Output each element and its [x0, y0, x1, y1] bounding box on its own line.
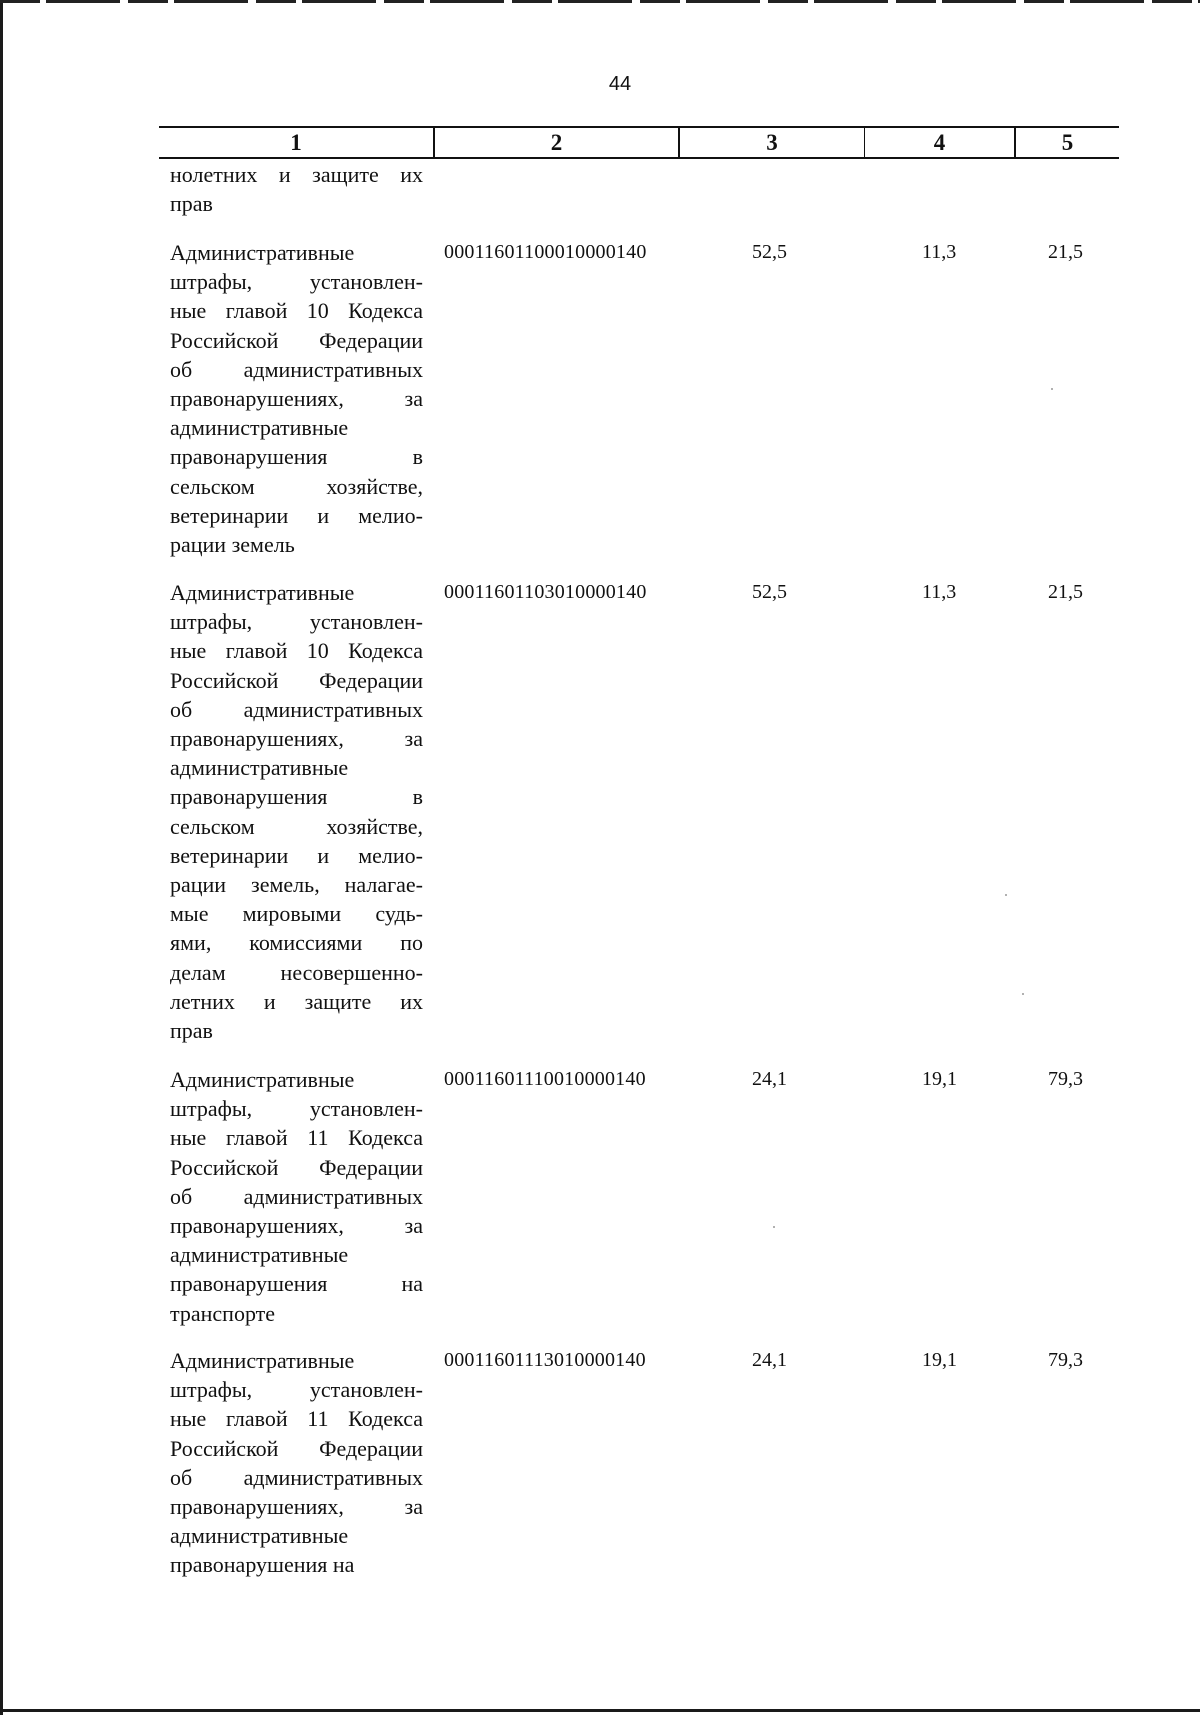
row-description [170, 238, 423, 559]
row-value-col-5: 21,5 [1048, 581, 1083, 603]
row-value-col-5: 79,3 [1048, 1068, 1083, 1090]
scan-speck [773, 1226, 775, 1228]
description-line: штрафы, установлен- [170, 609, 423, 635]
description-line: ями, комиссиями по [170, 930, 423, 956]
row-description [170, 1065, 423, 1328]
description-line: Административные [170, 1067, 355, 1092]
description-line: рации земель, налагае- [170, 872, 423, 898]
scan-speck [1051, 388, 1053, 390]
description-line: Российской Федерации [170, 1154, 423, 1180]
row-code: 00011601110010000140 [444, 1068, 646, 1090]
description-line: правонарушениях, за [170, 386, 423, 412]
header-col-2: 2 [433, 128, 678, 157]
header-col-5: 5 [1014, 128, 1119, 157]
row-value-col-3: 24,1 [752, 1349, 787, 1371]
description-line: прав [170, 1018, 213, 1044]
description-line: административные [170, 415, 349, 441]
description-line: рации земель [170, 532, 295, 558]
row-value-col-4: 19,1 [922, 1068, 957, 1090]
description-line: административные [170, 1523, 349, 1549]
description-line: сельском хозяйстве, [170, 813, 423, 839]
description-line: об административных [170, 1183, 423, 1209]
description-line: нолетних и защите их [170, 162, 423, 187]
scan-speck [1005, 894, 1007, 896]
description-line: об административных [170, 1464, 423, 1490]
description-line: правонарушения на [170, 1271, 423, 1297]
description-line: об административных [170, 696, 423, 722]
description-line: делам несовершенно- [170, 959, 423, 985]
description-line: Российской Федерации [170, 667, 423, 693]
row-value-col-4: 11,3 [922, 581, 957, 603]
description-line: ветеринарии и мелио- [170, 502, 423, 528]
description-line: административные [170, 1242, 349, 1268]
description-line: Российской Федерации [170, 327, 423, 353]
description-line: ные главой 11 Кодекса [170, 1125, 423, 1151]
description-line: об административных [170, 356, 423, 382]
scan-edge-bottom [0, 1709, 1200, 1712]
row-value-col-3: 52,5 [752, 241, 787, 263]
scan-edge-left [0, 0, 3, 1715]
description-line: правонарушения в [170, 444, 423, 470]
description-line: ные главой 11 Кодекса [170, 1406, 423, 1432]
description-line: правонарушения на [170, 1552, 355, 1578]
description-line: сельском хозяйстве, [170, 473, 423, 499]
row-value-col-5: 79,3 [1048, 1349, 1083, 1371]
description-line: штрафы, установлен- [170, 269, 423, 295]
row-value-col-3: 24,1 [752, 1068, 787, 1090]
description-line: штрафы, установлен- [170, 1096, 423, 1122]
description-line: ные главой 10 Кодекса [170, 638, 423, 664]
header-col-4: 4 [864, 128, 1014, 157]
description-line: прав [170, 191, 213, 217]
row-code: 00011601113010000140 [444, 1349, 646, 1371]
row-description [170, 578, 423, 1045]
description-line: транспорте [170, 1300, 276, 1326]
scan-edge-top [0, 0, 1200, 3]
row-value-col-3: 52,5 [752, 581, 787, 603]
description-line: правонарушения в [170, 784, 423, 810]
table-header [159, 126, 1119, 159]
page-number: 44 [608, 73, 632, 95]
row-value-col-4: 19,1 [922, 1349, 957, 1371]
description-line: Административные [170, 1348, 355, 1373]
description-line: Административные [170, 580, 355, 605]
description-line: ные главой 10 Кодекса [170, 298, 423, 324]
description-line: мые мировыми судь- [170, 901, 423, 927]
description-line: летних и защите их [170, 988, 423, 1014]
header-col-3: 3 [678, 128, 864, 157]
description-line: правонарушениях, за [170, 1494, 423, 1520]
scan-speck [1022, 993, 1024, 995]
row-value-col-4: 11,3 [922, 241, 957, 263]
row-value-col-5: 21,5 [1048, 241, 1083, 263]
row-code: 00011601100010000140 [444, 241, 647, 263]
description-line: ветеринарии и мелио- [170, 842, 423, 868]
description-line: Российской Федерации [170, 1435, 423, 1461]
description-line: правонарушениях, за [170, 726, 423, 752]
header-col-1: 1 [290, 130, 302, 155]
description-line: правонарушениях, за [170, 1213, 423, 1239]
row-description [170, 1346, 423, 1580]
description-line: штрафы, установлен- [170, 1377, 423, 1403]
row-description [170, 160, 423, 218]
description-line: Административные [170, 240, 355, 265]
description-line: административные [170, 755, 349, 781]
row-code: 00011601103010000140 [444, 581, 647, 603]
